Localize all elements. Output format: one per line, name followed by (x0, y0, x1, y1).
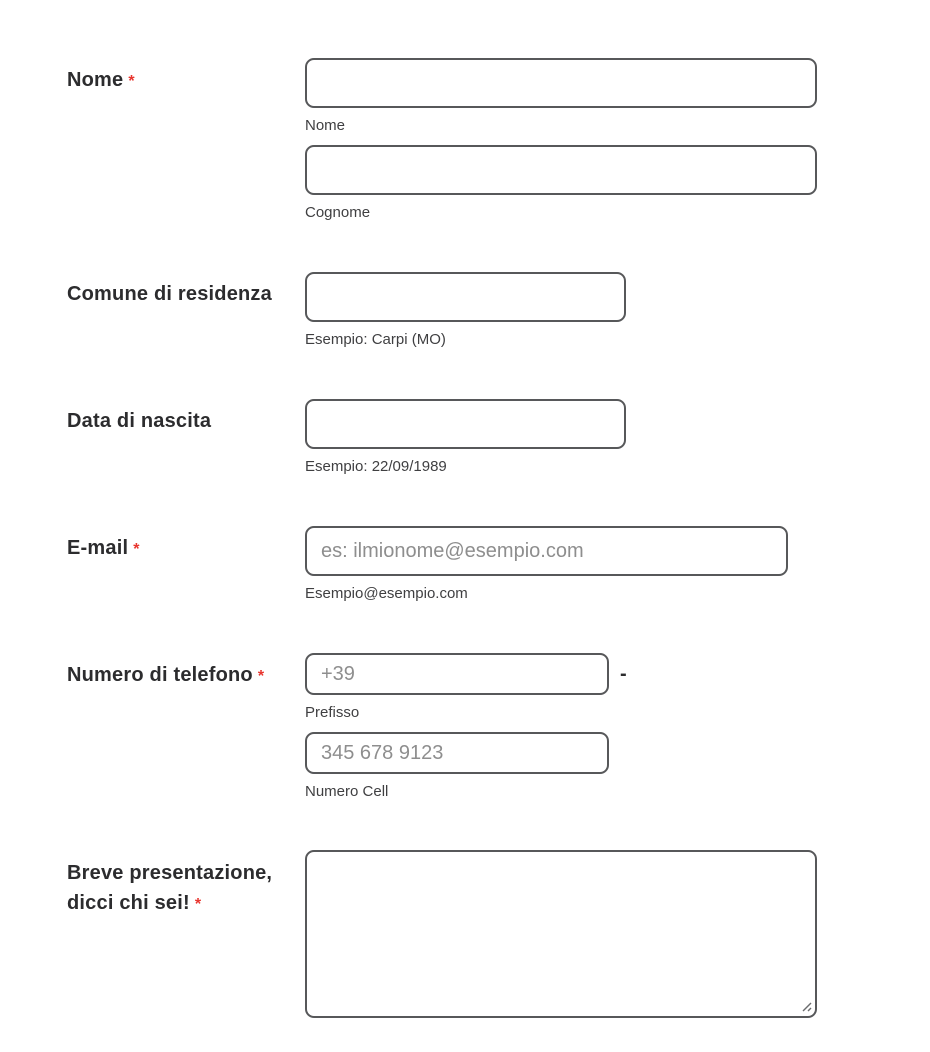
field-email (67, 526, 930, 602)
field-data-nascita-label: Data di nascita (67, 410, 212, 432)
field-presentazione-inputs (305, 851, 930, 1018)
field-comune-label-col (67, 272, 305, 309)
first-name-input[interactable] (305, 58, 817, 108)
birthdate-sublabel: Esempio: 22/09/1989 (305, 458, 447, 475)
field-presentazione-label-col (67, 851, 305, 918)
subfield-nome-last (305, 145, 930, 221)
prefix-row (305, 653, 930, 695)
comune-input[interactable] (305, 272, 626, 322)
field-comune-label: Comune di residenza (67, 283, 272, 305)
field-nome-inputs (305, 58, 930, 221)
field-nome (67, 58, 930, 221)
subfield-prefisso (305, 653, 930, 721)
last-name-input[interactable] (305, 145, 817, 195)
field-email-label-col (67, 526, 305, 563)
phone-number-input[interactable] (305, 732, 609, 774)
field-telefono (67, 653, 930, 800)
email-input[interactable] (305, 526, 788, 576)
comune-sublabel: Esempio: Carpi (MO) (305, 331, 446, 348)
required-asterisk: * (128, 73, 135, 90)
subfield-data-nascita (305, 399, 930, 475)
field-telefono-label: Numero di telefono (67, 664, 253, 686)
phone-prefix-sublabel: Prefisso (305, 704, 360, 721)
presentation-textarea-wrap (305, 850, 817, 1018)
field-data-nascita (67, 399, 930, 475)
field-data-nascita-inputs (305, 399, 930, 475)
phone-number-sublabel: Numero Cell (305, 783, 389, 800)
field-email-label: E-mail (67, 537, 129, 559)
field-presentazione (67, 851, 930, 1018)
field-comune (67, 272, 930, 348)
phone-separator: - (620, 663, 627, 685)
last-name-sublabel: Cognome (305, 204, 371, 221)
field-nome-label: Nome (67, 69, 124, 91)
subfield-nome-first (305, 58, 930, 134)
birthdate-input[interactable] (305, 399, 626, 449)
field-telefono-inputs (305, 653, 930, 800)
required-asterisk: * (257, 668, 265, 685)
subfield-comune (305, 272, 930, 348)
subfield-numero-cell (305, 732, 930, 800)
field-comune-inputs (305, 272, 930, 348)
subfield-email (305, 526, 930, 602)
phone-prefix-input[interactable] (305, 653, 609, 695)
presentation-textarea[interactable] (305, 850, 817, 1018)
required-asterisk: * (194, 896, 202, 913)
field-nome-label-col (67, 58, 305, 95)
field-presentazione-label: Breve presentazione, dicci chi sei! (67, 862, 273, 914)
field-telefono-label-col (67, 653, 305, 690)
email-sublabel: Esempio@esempio.com (305, 585, 468, 602)
first-name-sublabel: Nome (305, 117, 346, 134)
field-data-nascita-label-col (67, 399, 305, 436)
resize-handle-icon[interactable] (800, 1000, 812, 1012)
required-asterisk: * (133, 541, 140, 558)
field-email-inputs (305, 526, 930, 602)
